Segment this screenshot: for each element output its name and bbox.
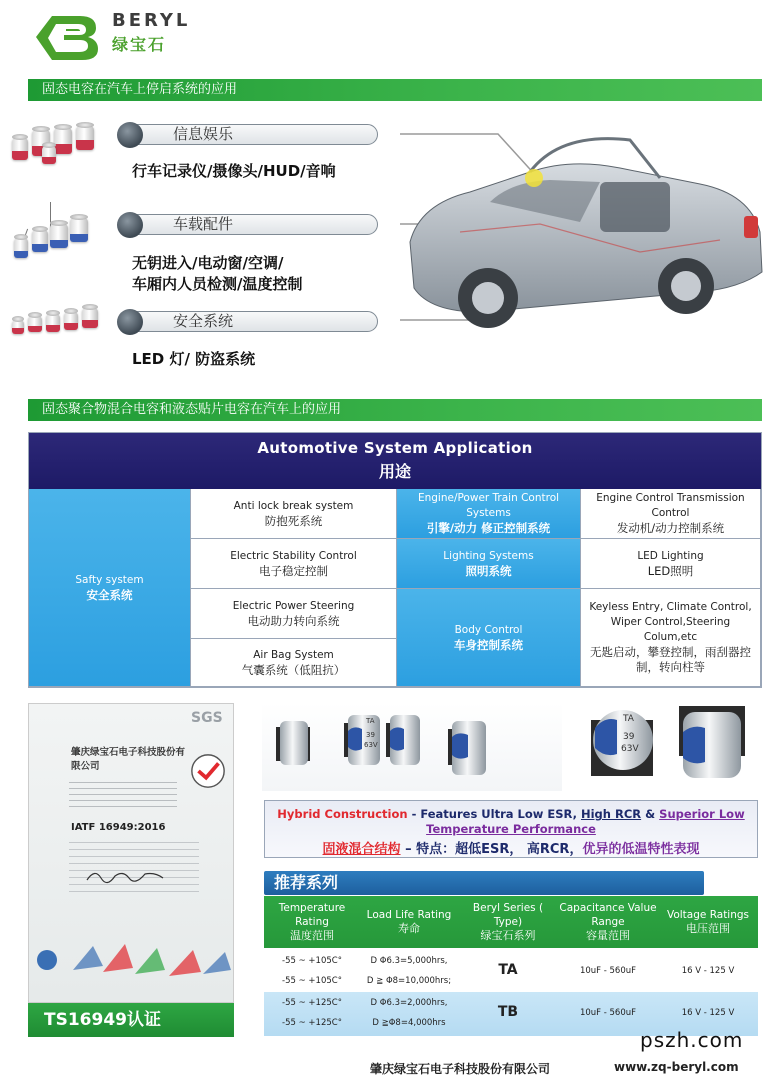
life-cell: D Φ6.3=5,000hrs, bbox=[370, 956, 448, 966]
cell-en: Safty system bbox=[75, 573, 144, 586]
hybrid-red-text: Hybrid Construction bbox=[277, 807, 408, 821]
cell-en: Electric Stability Control bbox=[230, 549, 357, 562]
cell-en: LED Lighting bbox=[637, 549, 704, 562]
pill-bullet-icon bbox=[117, 212, 143, 238]
cap-value: 39 bbox=[366, 731, 375, 739]
series-cell: TB bbox=[497, 1004, 519, 1020]
cell-cn: 电子稳定控制 bbox=[259, 563, 328, 578]
cell-cn: 气囊系统（低阻抗） bbox=[241, 662, 346, 677]
table-title-en: Automotive System Application bbox=[257, 439, 533, 457]
capacitor-photo-large-icon bbox=[583, 698, 761, 790]
desc-line: 行车记录仪/摄像头/HUD/音响 bbox=[132, 162, 336, 180]
watermark-text: pszh.com bbox=[640, 1028, 744, 1052]
cell-cn: 照明系统 bbox=[465, 563, 512, 578]
hybrid-cn-purple: 优异的低温特性表现 bbox=[582, 842, 700, 857]
brand-name-en: BERYL bbox=[112, 10, 191, 31]
table-header bbox=[29, 433, 761, 489]
hybrid-line3 bbox=[265, 838, 757, 857]
head-en: Capacitance Value Range bbox=[559, 902, 657, 928]
cap-value-large: 39 bbox=[623, 732, 635, 742]
capacitor-group-accessories bbox=[10, 198, 110, 270]
head-cn: 电压范围 bbox=[686, 922, 730, 935]
cap-cell: 10uF - 560uF bbox=[579, 966, 637, 976]
head-cn: 寿命 bbox=[398, 922, 420, 935]
category-label: 车载配件 bbox=[173, 215, 234, 233]
category-desc-infotainment bbox=[132, 161, 336, 182]
cell-en: Lighting Systems bbox=[443, 549, 534, 562]
body-control-cell bbox=[397, 589, 581, 687]
head-en: Load Life Rating bbox=[366, 909, 452, 921]
capacitor-photo-icon bbox=[262, 703, 562, 791]
volt-cell: 16 V - 125 V bbox=[681, 1008, 735, 1018]
cell-cn: 安全系统 bbox=[86, 587, 133, 602]
header-series bbox=[458, 896, 558, 948]
hybrid-amp-text: & bbox=[641, 807, 660, 821]
ts16949-badge: TS16949认证 bbox=[28, 1003, 234, 1037]
cap-voltage-large: 63V bbox=[621, 744, 639, 754]
body-control-desc bbox=[581, 589, 761, 687]
category-pill-accessories bbox=[120, 214, 378, 235]
life-cell: D ≧ Φ8=10,000hrs; bbox=[366, 976, 452, 986]
safety-item-eps bbox=[191, 589, 397, 639]
car-illustration bbox=[400, 112, 768, 334]
temp-cell: -55 ~ +105C° bbox=[282, 976, 342, 986]
hybrid-line2: Temperature Performance bbox=[426, 822, 596, 836]
recommend-table bbox=[264, 896, 758, 1036]
category-desc-safety bbox=[132, 349, 255, 370]
head-en: Temperature Rating bbox=[278, 902, 346, 928]
cert-company: 肇庆绿宝石电子科技股份有限公司 bbox=[71, 747, 186, 772]
head-cn: 温度范围 bbox=[290, 929, 334, 942]
iatf-certificate bbox=[28, 703, 234, 1003]
temp-cell: -55 ~ +105C° bbox=[282, 956, 342, 966]
cert-standard: IATF 16949:2016 bbox=[71, 822, 166, 833]
table-title-cn: 用途 bbox=[378, 462, 411, 481]
hybrid-construction-box bbox=[264, 800, 758, 858]
hybrid-link-text: High RCR bbox=[580, 807, 642, 821]
section1-title-bar: 固态电容在汽车上停启系统的应用 bbox=[28, 79, 762, 101]
cap-cell: 10uF - 560uF bbox=[579, 1008, 637, 1018]
cell-en: Electric Power Steering bbox=[232, 599, 355, 612]
temp-cell: -55 ~ +125C° bbox=[282, 1018, 342, 1028]
engine-control-cell bbox=[397, 489, 581, 539]
capacitor-group-safety bbox=[10, 306, 110, 348]
cell-cn: LED照明 bbox=[647, 563, 694, 578]
cell-en: Keyless Entry, Climate Control, Wiper Control,Steering Colum,etc bbox=[589, 601, 752, 643]
head-cn: 容量范围 bbox=[586, 929, 630, 942]
pill-bullet-icon bbox=[117, 122, 143, 148]
hybrid-line1 bbox=[265, 807, 757, 822]
cell-cn: 防抱死系统 bbox=[264, 513, 323, 528]
temp-cell: -55 ~ +125C° bbox=[282, 998, 342, 1008]
automotive-application-table bbox=[28, 432, 762, 688]
header-temperature bbox=[264, 896, 360, 948]
pill-bullet-icon bbox=[117, 309, 143, 335]
table-row bbox=[264, 948, 758, 992]
footer-company: 肇庆绿宝石电子科技股份有限公司 bbox=[370, 1062, 551, 1076]
category-label: 信息娱乐 bbox=[173, 125, 234, 143]
cell-en: Air Bag System bbox=[253, 648, 334, 661]
category-desc-accessories bbox=[132, 253, 302, 295]
cert-seal-icon bbox=[189, 752, 227, 790]
volt-cell: 16 V - 125 V bbox=[681, 966, 735, 976]
safety-item-abs bbox=[191, 489, 397, 539]
cap-code-large: TA bbox=[623, 714, 634, 724]
hybrid-cn-dark: – 特点：超低ESR， 高RCR， bbox=[400, 842, 583, 857]
capacitor-group-infotainment bbox=[8, 124, 108, 172]
hybrid-purple-text: Superior Low bbox=[659, 807, 745, 821]
lighting-systems-cell bbox=[397, 539, 581, 589]
desc-line: 无钥进入/电动窗/空调/ bbox=[132, 254, 284, 272]
cell-cn: 车身控制系统 bbox=[454, 637, 523, 652]
cap-code: TA bbox=[366, 717, 375, 725]
cell-en: Engine/Power Train Control Systems bbox=[417, 492, 560, 519]
desc-line: 车厢内人员检测/温度控制 bbox=[132, 275, 303, 293]
desc-line: LED 灯/ 防盗系统 bbox=[132, 350, 256, 368]
product-photo-group bbox=[262, 703, 562, 791]
cell-cn: 发动机/动力控制系统 bbox=[616, 521, 725, 535]
header-load-life bbox=[360, 896, 458, 948]
safety-item-airbag bbox=[191, 639, 397, 687]
product-photo-large bbox=[583, 698, 761, 790]
beryl-logo-icon bbox=[30, 10, 102, 64]
cell-en: Body Control bbox=[454, 623, 523, 636]
head-en: Voltage Ratings bbox=[666, 909, 750, 921]
hybrid-dark-text: - Features Ultra Low ESR, bbox=[407, 807, 581, 821]
category-label: 安全系统 bbox=[173, 312, 234, 330]
signature-icon bbox=[85, 866, 165, 886]
category-pill-infotainment bbox=[120, 124, 378, 145]
cell-en: Anti lock break system bbox=[233, 499, 354, 512]
header-capacitance bbox=[558, 896, 658, 948]
footer-url[interactable]: www.zq-beryl.com bbox=[614, 1060, 739, 1074]
category-pill-safety bbox=[120, 311, 378, 332]
header-voltage bbox=[658, 896, 758, 948]
cell-cn: 无匙启动，攀登控制，雨刮器控制，转向柱等 bbox=[590, 645, 751, 674]
safety-system-cell bbox=[29, 489, 191, 687]
birds-decoration-icon bbox=[33, 930, 233, 990]
hybrid-cn-red: 固液混合结构 bbox=[322, 842, 401, 857]
recommend-title: 推荐系列 bbox=[264, 871, 704, 895]
brand-name-cn: 绿宝石 bbox=[112, 35, 167, 54]
head-cn: 绿宝石系列 bbox=[480, 929, 536, 942]
life-cell: D Φ6.3=2,000hrs, bbox=[370, 998, 448, 1008]
cell-cn: 引擎/动力 修正控制系统 bbox=[426, 521, 551, 535]
series-cell: TA bbox=[498, 962, 518, 978]
sgs-watermark: SGS bbox=[191, 710, 223, 726]
cell-cn: 电动助力转向系统 bbox=[247, 613, 340, 628]
section2-title-bar: 固态聚合物混合电容和液态贴片电容在汽车上的应用 bbox=[28, 399, 762, 421]
cell-en: Engine Control Transmission Control bbox=[596, 492, 745, 519]
life-cell: D ≧Φ8=4,000hrs bbox=[372, 1018, 446, 1028]
cap-voltage: 63V bbox=[364, 741, 378, 749]
lighting-desc bbox=[581, 539, 761, 589]
head-en: Beryl Series ( Type) bbox=[472, 902, 544, 928]
cert-text-lines bbox=[69, 782, 177, 812]
engine-control-desc bbox=[581, 489, 761, 539]
safety-item-esc bbox=[191, 539, 397, 589]
